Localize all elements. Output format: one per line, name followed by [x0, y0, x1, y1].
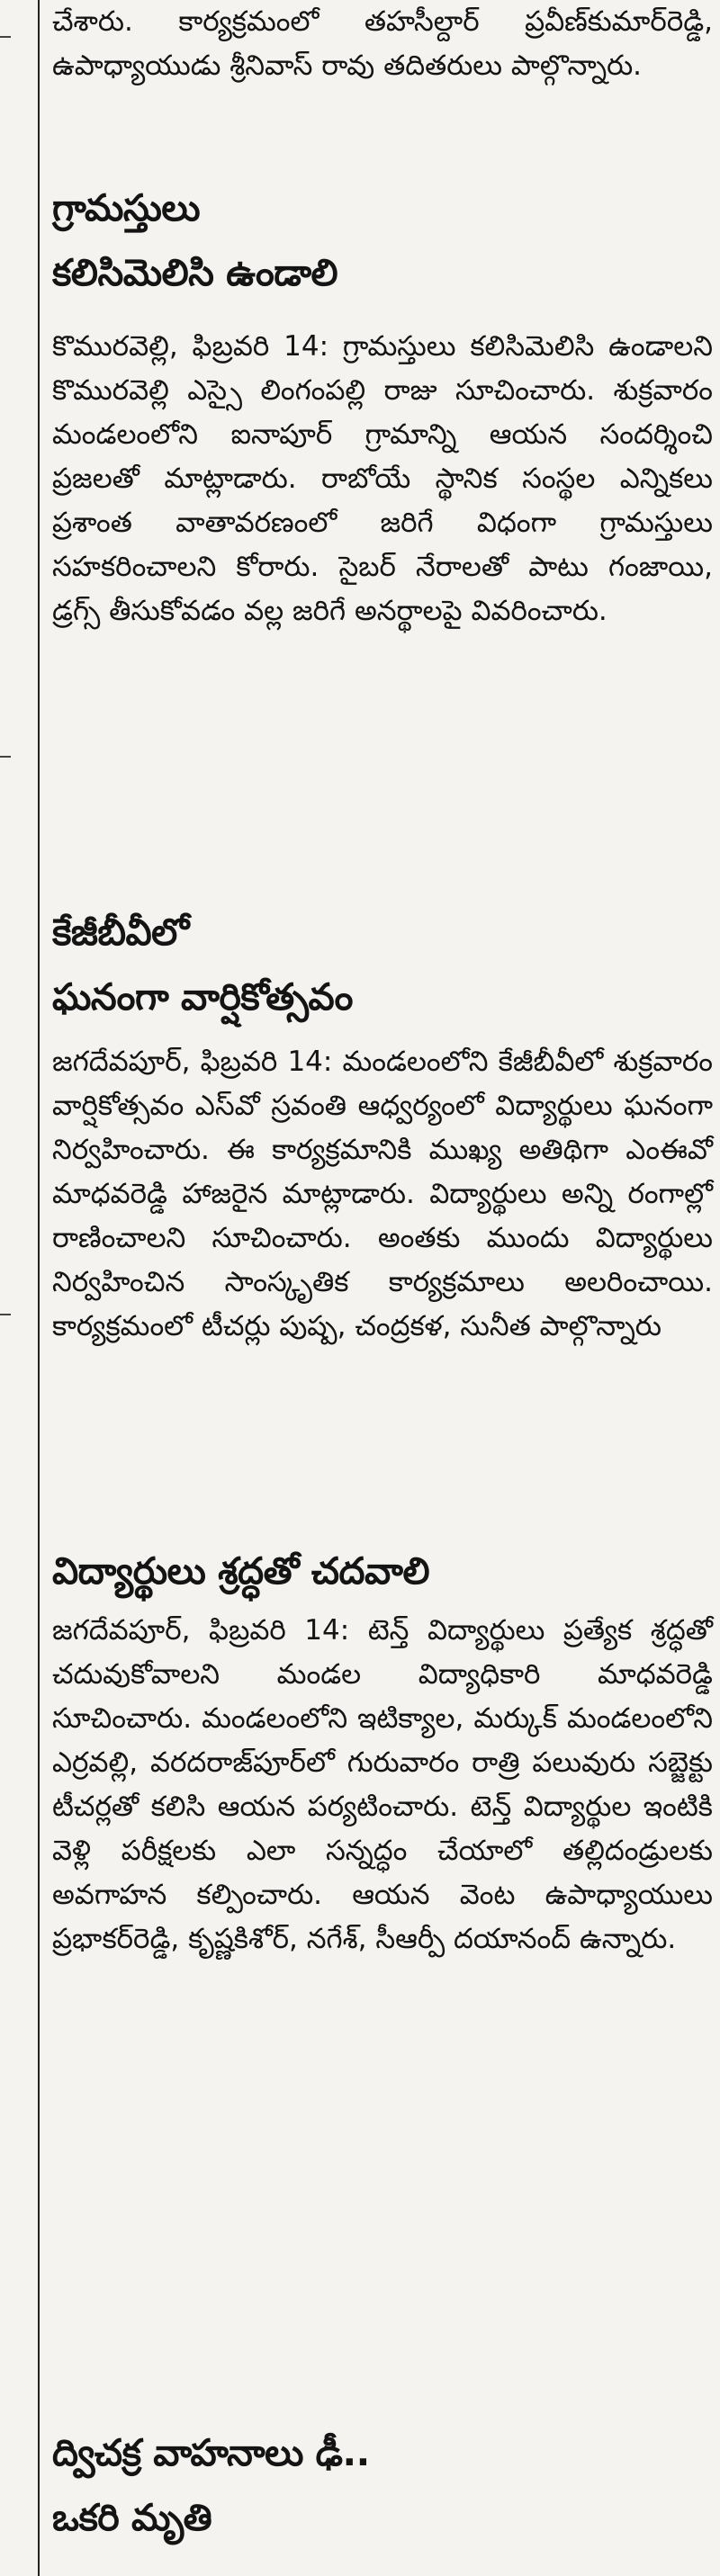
column-edge-mark [0, 756, 11, 758]
article-kgbv-anniversary [52, 900, 713, 1349]
headline-line: ఒకరి మృతి [52, 2496, 212, 2539]
column-edge-mark [0, 36, 11, 38]
headline-line: ఘనంగా వార్షికోత్సవం [52, 975, 353, 1019]
article-headline [52, 175, 713, 305]
article-villagers-unity [52, 175, 713, 633]
article-body: జగదేవపూర్, ఫిబ్రవరి 14: టెన్త్ విద్యార్థులు ప్రత్యేక శ్రద్ధతో చదువుకోవాలని మండల విద్యాధికారి మాధవరెడ్డి సూచించారు. మండలంలోని ఇటిక్యాల, మర్కుక్ మండలంలోని ఎర్రవల్లి, వరదరాజ్‌పూర్‌లో గురువారం రాత్రి పలువురు సబ్జెక్టు టీచర్లతో కలిసి ఆయన పర్యటించారు. టెన్త్ విద్యార్థుల ఇంటికి వెళ్లి పరీక్షలకు ఎలా సన్నద్ధం చేయాలో తల్లిదండ్రులకు అవగాహన కల్పించారు. ఆయన వెంట ఉపాధ్యాయులు ప్రభాకర్‌రెడ్డి, కృష్ణకిశోర్, నగేశ్, సీఆర్పీ దయానంద్ ఉన్నారు. [52, 1614, 713, 1955]
headline-line: విద్యార్థులు శ్రద్ధతో చదవాలి [52, 1549, 430, 1593]
article-bike-collision [52, 2420, 713, 2550]
article-body: చేశారు. కార్యక్రమంలో తహసీల్దార్ ప్రవీణ్‌కుమార్‌రెడ్డి, ఉపాధ్యాయుడు శ్రీనివాస్ రావు తదితరులు పాల్గొన్నారు. [52, 5, 713, 82]
column-divider [38, 0, 40, 2576]
article-continuation [52, 0, 713, 88]
headline-line: గ్రామస్తులు [52, 186, 201, 229]
column-edge-mark [0, 1314, 11, 1315]
article-body: జగదేవపూర్, ఫిబ్రవరి 14: మండలంలోని కేజీబీవీలో శుక్రవారం వార్షికోత్సవం ఎస్‌వో స్రవంతి ఆధ్వర్యంలో విద్యార్థులు ఘనంగా నిర్వహించారు. ఈ కార్యక్రమానికి ముఖ్య అతిథిగా ఎంఈవో మాధవరెడ్డి హాజరైన మాట్లాడారు. విద్యార్థులు అన్ని రంగాల్లో రాణించాలని సూచించారు. అంతకు ముందు విద్యార్థులు నిర్వహించిన సాంస్కృతిక కార్యక్రమాలు అలరించాయి. కార్యక్రమంలో టీచర్లు పుష్ప, చంద్రకళ, సునీత పాల్గొన్నారు [52, 1046, 713, 1342]
article-body: కొమురవెల్లి, ఫిబ్రవరి 14: గ్రామస్తులు కలిసిమెలిసి ఉండాలని కొమురవెల్లి ఎస్సై లింగంపల్లి రాజు సూచించారు. శుక్రవారం మండలంలోని ఐనాపూర్ గ్రామాన్ని ఆయన సందర్శించి ప్రజలతో మాట్లాడారు. రాబోయే స్థానిక సంస్థల ఎన్నికలు ప్రశాంత వాతావరణంలో జరిగే విధంగా గ్రామస్తులు సహకరించాలని కోరారు. సైబర్ నేరాలతో పాటు గంజాయి, డ్రగ్స్ తీసుకోవడం వల్ల జరిగే అనర్థాలపై వివరించారు. [52, 330, 713, 627]
article-headline [52, 1539, 713, 1603]
article-headline [52, 2420, 713, 2550]
article-headline [52, 900, 713, 1029]
headline-line: కేజీబీవీలో [52, 911, 189, 954]
headline-line: కలిసిమెలిసి ఉండాలి [52, 251, 338, 294]
headline-line: ద్విచక్ర వాహనాలు ఢీ.. [52, 2431, 370, 2474]
article-students-study [52, 1539, 713, 1961]
